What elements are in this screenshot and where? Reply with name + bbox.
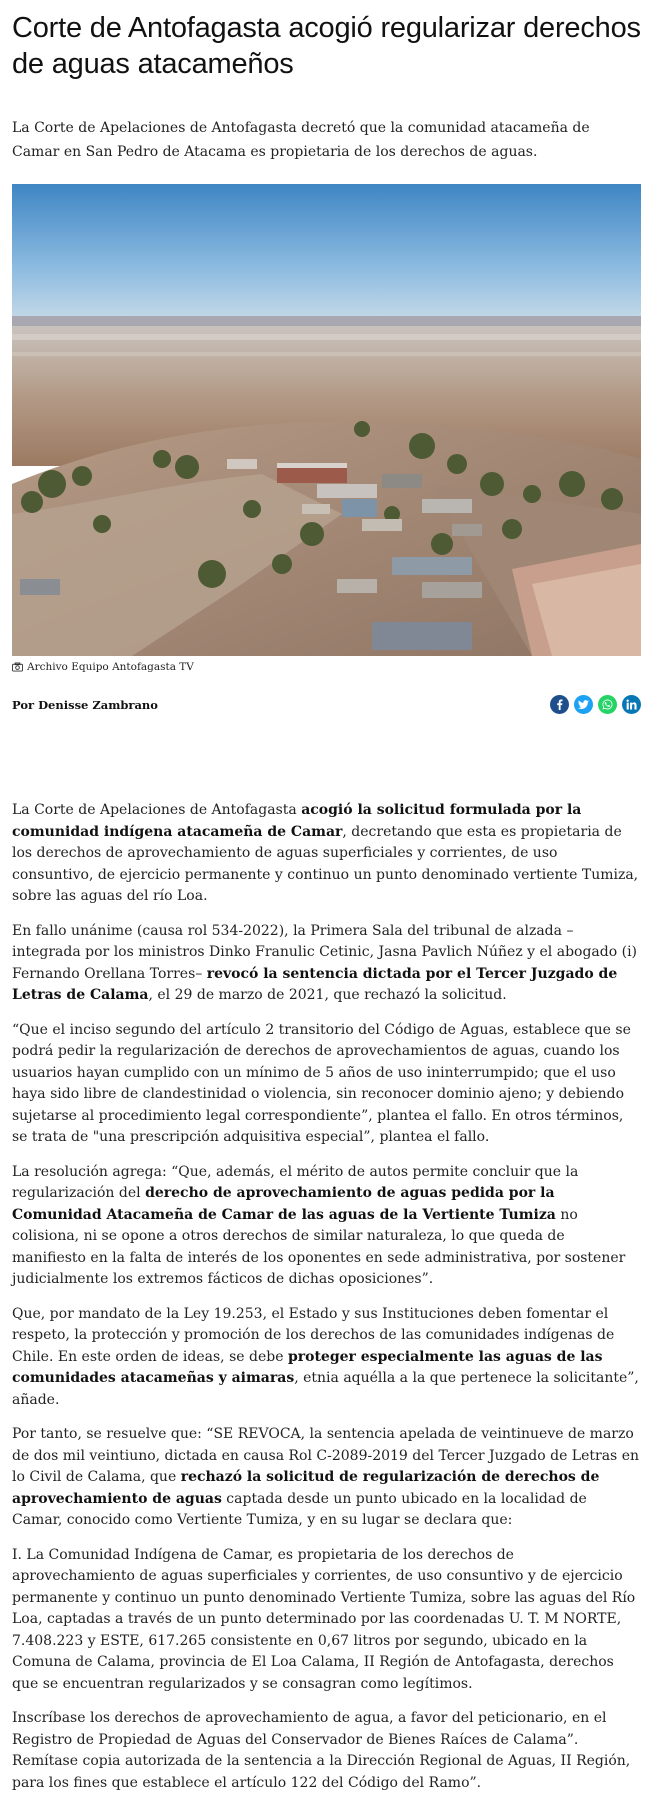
paragraph-text: , decretando que esta es propietaria de los derechos de aprovechamiento de aguas superficiales y corrientes, de uso consuntivo, de ejercicio permanente y continuo un punto denominado vertiente Tumiza, sobre las aguas del río Loa. [12, 823, 639, 904]
body-paragraph [12, 1708, 641, 1794]
paragraph-text: , etnia aquélla a la que pertenece la solicitante”, añade. [12, 1370, 639, 1408]
paragraph-text: I. La Comunidad Indígena de Camar, es propietaria de los derechos de aprovechamiento de aguas superficiales y corrientes, de uso consuntivo y de ejercicio permanente y continuo un punto denominado Vertiente Tumiza, sobre las aguas del Río Loa, captadas a través de un punto determinado por las coordenadas U. T. M NORTE, 7.408.223 y ESTE, 617.265 consistente en 0,67 litros por segundo, ubicado en la Comuna de Calama, provincia de El Loa Calama, II Región de Antofagasta, derechos que se encuentran regularizados y se consagran como legítimos. [12, 1546, 636, 1692]
camera-icon [12, 662, 23, 672]
paragraph-text: Que, por mandato de la Ley 19.253, el Estado y sus Instituciones deben fomentar el respeto, la protección y promoción de los derechos de las comunidades indígenas de Chile. En este orden de ideas, se debe [12, 1305, 615, 1365]
hero-image [12, 184, 641, 656]
twitter-icon [578, 699, 589, 710]
body-paragraph [12, 800, 641, 908]
article-lead: La Corte de Apelaciones de Antofagasta decretó que la comunidad atacameña de Camar en San Pedro de Atacama es propietaria de los derechos de aguas. [12, 120, 590, 160]
paragraph-text: “Que el inciso segundo del artículo 2 transitorio del Código de Aguas, establece que se podrá pedir la regularización de derechos de aprovechamientos de aguas, cuando los usuarios hayan cumplido con un mínimo de 5 años de uso ininterrumpido; que el uso haya sido libre de clandestinidad o violencia, sin reconocer dominio ajeno; y debiendo sujetarse al procedimiento legal correspondiente”, plantea el fallo. En otros términos, se trata de "una prescripción adquisitiva especial”, plantea el fallo. [12, 1021, 631, 1145]
bold-text: proteger especialmente las aguas de las comunidades atacameñas y aimaras [12, 1348, 603, 1386]
whatsapp-icon [602, 699, 613, 710]
paragraph-text: Inscríbase los derechos de aprovechamiento de agua, a favor del peticionario, en el Registro de Propiedad de Aguas del Conservador de Bienes Raíces de Calama”. [12, 1710, 607, 1748]
linkedin-icon [626, 699, 637, 710]
article-title: Corte de Antofagasta acogió regularizar derechos de aguas atacameños [12, 12, 641, 80]
paragraph-text: Remítase copia autorizada de la sentencia a la Dirección Regional de Aguas, II Región, para los fines que establece el artículo 122 del Código del Ramo”. [12, 1753, 631, 1791]
bold-text: derecho de aprovechamiento de aguas pedida por la Comunidad Atacameña de Camar de las aguas de la Vertiente Tumiza [12, 1185, 556, 1223]
body-paragraph [12, 1545, 641, 1696]
article-body [12, 800, 641, 1794]
image-caption [12, 661, 641, 673]
share-whatsapp-button[interactable] [598, 695, 617, 714]
paragraph-text: captada desde un punto ubicado en la localidad de Camar, conocido como Vertiente Tumiza, y en su lugar se declara que: [12, 1490, 587, 1528]
body-paragraph [12, 1162, 641, 1291]
body-paragraph [12, 1304, 641, 1412]
facebook-icon [554, 699, 565, 710]
paragraph-text: Por tanto, se resuelve que: “SE REVOCA, la sentencia apelada de veintinueve de marzo de dos mil veintiuno, dictada en causa Rol C-2089-2019 del Tercer Juzgado de Letras en lo Civil de Calama, que [12, 1426, 639, 1485]
article [0, 10, 653, 1794]
paragraph-text: no colisiona, ni se opone a otros derechos de similar naturaleza, lo que queda de manifiesto en la falta de interés de los oponentes en sede administrativa, por sostener judicialmente los extremos fácticos de dichas oposiciones”. [12, 1206, 626, 1287]
author-byline: Por Denisse Zambrano [12, 697, 158, 712]
body-paragraph [12, 1020, 641, 1149]
body-paragraph [12, 921, 641, 1007]
paragraph-text: , el 29 de marzo de 2021, que rechazó la solicitud. [148, 987, 507, 1003]
paragraph-text: En fallo unánime (causa rol 534-2022), la Primera Sala del tribunal de alzada –integrada por los ministros Dinko Franulic Cetinic, Jasna Pavlich Núñez y el abogado (i) Fernando Orellana Torres– [12, 922, 638, 982]
caption-text: Archivo Equipo Antofagasta TV [27, 661, 194, 673]
share-linkedin-button[interactable] [622, 695, 641, 714]
paragraph-text: La resolución agrega: “Que, además, el mérito de autos permite concluir que la regularización del [12, 1163, 579, 1201]
paragraph-text: La Corte de Apelaciones de Antofagasta [12, 802, 302, 818]
byline-row [12, 695, 641, 714]
share-twitter-button[interactable] [574, 695, 593, 714]
bold-text: revocó la sentencia dictada por el Tercer Juzgado de Letras de Calama [12, 965, 618, 1003]
share-buttons [550, 695, 641, 714]
share-facebook-button[interactable] [550, 695, 569, 714]
body-paragraph [12, 1424, 641, 1532]
bold-text: acogió la solicitud formulada por la comunidad indígena atacameña de Camar [12, 802, 582, 840]
bold-text: rechazó la solicitud de regularización de derechos de aprovechamiento de aguas [12, 1469, 600, 1507]
